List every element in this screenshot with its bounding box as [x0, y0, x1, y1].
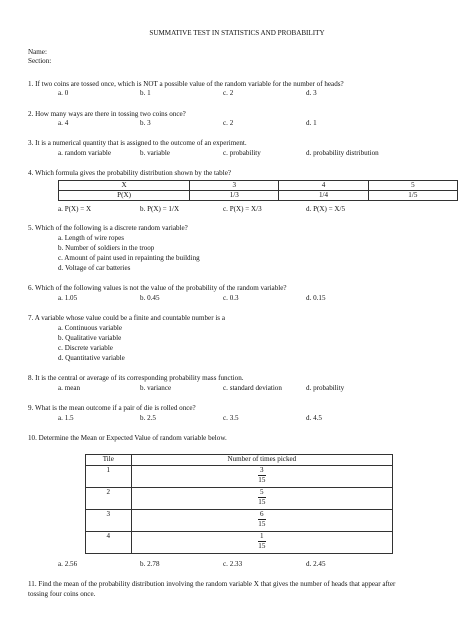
- table-cell: 4: [279, 181, 368, 191]
- table-row: [86, 488, 393, 510]
- fraction: [258, 466, 266, 484]
- q5-option-d[interactable]: d. Voltage of car batteries: [58, 264, 131, 272]
- q9-option-a[interactable]: a. 1.5: [58, 414, 74, 422]
- q3-option-d[interactable]: d. probability distribution: [306, 149, 379, 157]
- table-row: [86, 532, 393, 554]
- name-label: Name:: [28, 48, 47, 56]
- question-9: 9. What is the mean outcome if a pair of die is rolled once?: [28, 404, 196, 412]
- q10-option-c[interactable]: c. 2.33: [223, 560, 243, 568]
- tile-table: [85, 454, 393, 554]
- question-3: 3. It is a numerical quantity that is assigned to the outcome of an experiment.: [28, 139, 247, 147]
- table-row: [86, 466, 393, 488]
- q1-option-a[interactable]: a. 0: [58, 89, 69, 97]
- question-11: 11. Find the mean of the probability distribution involving the random variable X that gives the number of heads that appear after: [28, 580, 396, 588]
- q10-option-a[interactable]: a. 2.56: [58, 560, 78, 568]
- q2-option-a[interactable]: a. 4: [58, 119, 69, 127]
- q7-option-c[interactable]: c. Discrete variable: [58, 344, 113, 352]
- question-6: 6. Which of the following values is not the value of the probability of the random variable?: [28, 284, 287, 292]
- numerator: 3: [260, 466, 264, 474]
- q9-option-b[interactable]: b. 2.5: [140, 414, 156, 422]
- tile-value: 4: [86, 532, 132, 554]
- table-cell: 3: [190, 181, 279, 191]
- tile-value: 2: [86, 488, 132, 510]
- times-picked-header: Number of times picked: [131, 455, 392, 466]
- table-cell: 1/4: [279, 191, 368, 201]
- numerator: 5: [260, 488, 264, 496]
- q4-option-d[interactable]: d. P(X) = X/5: [306, 205, 346, 213]
- fraction: [258, 510, 266, 528]
- q3-option-b[interactable]: b. variable: [140, 149, 170, 157]
- q3-option-a[interactable]: a. random variable: [58, 149, 111, 157]
- question-8: 8. It is the central or average of its corresponding probability mass function.: [28, 374, 244, 382]
- q1-option-b[interactable]: b. 1: [140, 89, 151, 97]
- q5-option-a[interactable]: a. Length of wire ropes: [58, 234, 124, 242]
- q9-option-d[interactable]: d. 4.5: [306, 414, 322, 422]
- denominator: 15: [258, 497, 266, 506]
- table-row: [86, 510, 393, 532]
- q2-option-b[interactable]: b. 3: [140, 119, 151, 127]
- q6-option-d[interactable]: d. 0.15: [306, 294, 326, 302]
- page-title: SUMMATIVE TEST IN STATISTICS AND PROBABILITY: [149, 29, 325, 37]
- q7-option-d[interactable]: d. Quantitative variable: [58, 354, 125, 362]
- table-cell: X: [59, 181, 190, 191]
- q6-option-b[interactable]: b. 0.45: [140, 294, 160, 302]
- tile-header: Tile: [86, 455, 132, 466]
- q2-option-c[interactable]: c. 2: [223, 119, 234, 127]
- denominator: 15: [258, 541, 266, 550]
- question-5: 5. Which of the following is a discrete random variable?: [28, 224, 188, 232]
- tile-value: 1: [86, 466, 132, 488]
- q7-option-b[interactable]: b. Qualitative variable: [58, 334, 122, 342]
- q8-option-b[interactable]: b. variance: [140, 384, 172, 392]
- table-cell: 1/3: [190, 191, 279, 201]
- table-cell: 1/5: [368, 191, 457, 201]
- numerator: 6: [260, 510, 264, 518]
- q8-option-c[interactable]: c. standard deviation: [223, 384, 282, 392]
- q5-option-b[interactable]: b. Number of soldiers in the troop: [58, 244, 155, 252]
- q6-option-a[interactable]: a. 1.05: [58, 294, 78, 302]
- q6-option-c[interactable]: c. 0.3: [223, 294, 239, 302]
- q4-option-b[interactable]: b. P(X) = 1/X: [140, 205, 180, 213]
- q2-option-d[interactable]: d. 1: [306, 119, 317, 127]
- q7-option-a[interactable]: a. Continuous variable: [58, 324, 123, 332]
- question-11-continued: tossing four coins once.: [28, 590, 96, 598]
- q10-option-d[interactable]: d. 2.45: [306, 560, 326, 568]
- q8-option-d[interactable]: d. probability: [306, 384, 345, 392]
- q10-option-b[interactable]: b. 2.78: [140, 560, 160, 568]
- q3-option-c[interactable]: c. probability: [223, 149, 261, 157]
- question-4: 4. Which formula gives the probability distribution shown by the table?: [28, 169, 231, 177]
- q4-option-a[interactable]: a. P(X) = X: [58, 205, 92, 213]
- q8-option-a[interactable]: a. mean: [58, 384, 81, 392]
- q1-option-d[interactable]: d. 3: [306, 89, 317, 97]
- probability-table: [58, 180, 458, 201]
- tile-value: 3: [86, 510, 132, 532]
- question-10: 10. Determine the Mean or Expected Value of random variable below.: [28, 434, 227, 442]
- question-2: 2. How many ways are there in tossing two coins once?: [28, 110, 186, 118]
- fraction: [258, 532, 266, 550]
- q1-option-c[interactable]: c. 2: [223, 89, 234, 97]
- q5-option-c[interactable]: c. Amount of paint used in repainting the building: [58, 254, 200, 262]
- fraction: [258, 488, 266, 506]
- table-cell: P(X): [59, 191, 190, 201]
- q4-option-c[interactable]: c. P(X) = X/3: [223, 205, 262, 213]
- section-label: Section:: [28, 57, 52, 65]
- question-7: 7. A variable whose value could be a finite and countable number is a: [28, 314, 225, 322]
- numerator: 1: [260, 532, 264, 540]
- denominator: 15: [258, 519, 266, 528]
- denominator: 15: [258, 475, 266, 484]
- table-cell: 5: [368, 181, 457, 191]
- q9-option-c[interactable]: c. 3.5: [223, 414, 239, 422]
- question-1: 1. If two coins are tossed once, which is NOT a possible value of the random variable for the number of heads?: [28, 80, 344, 88]
